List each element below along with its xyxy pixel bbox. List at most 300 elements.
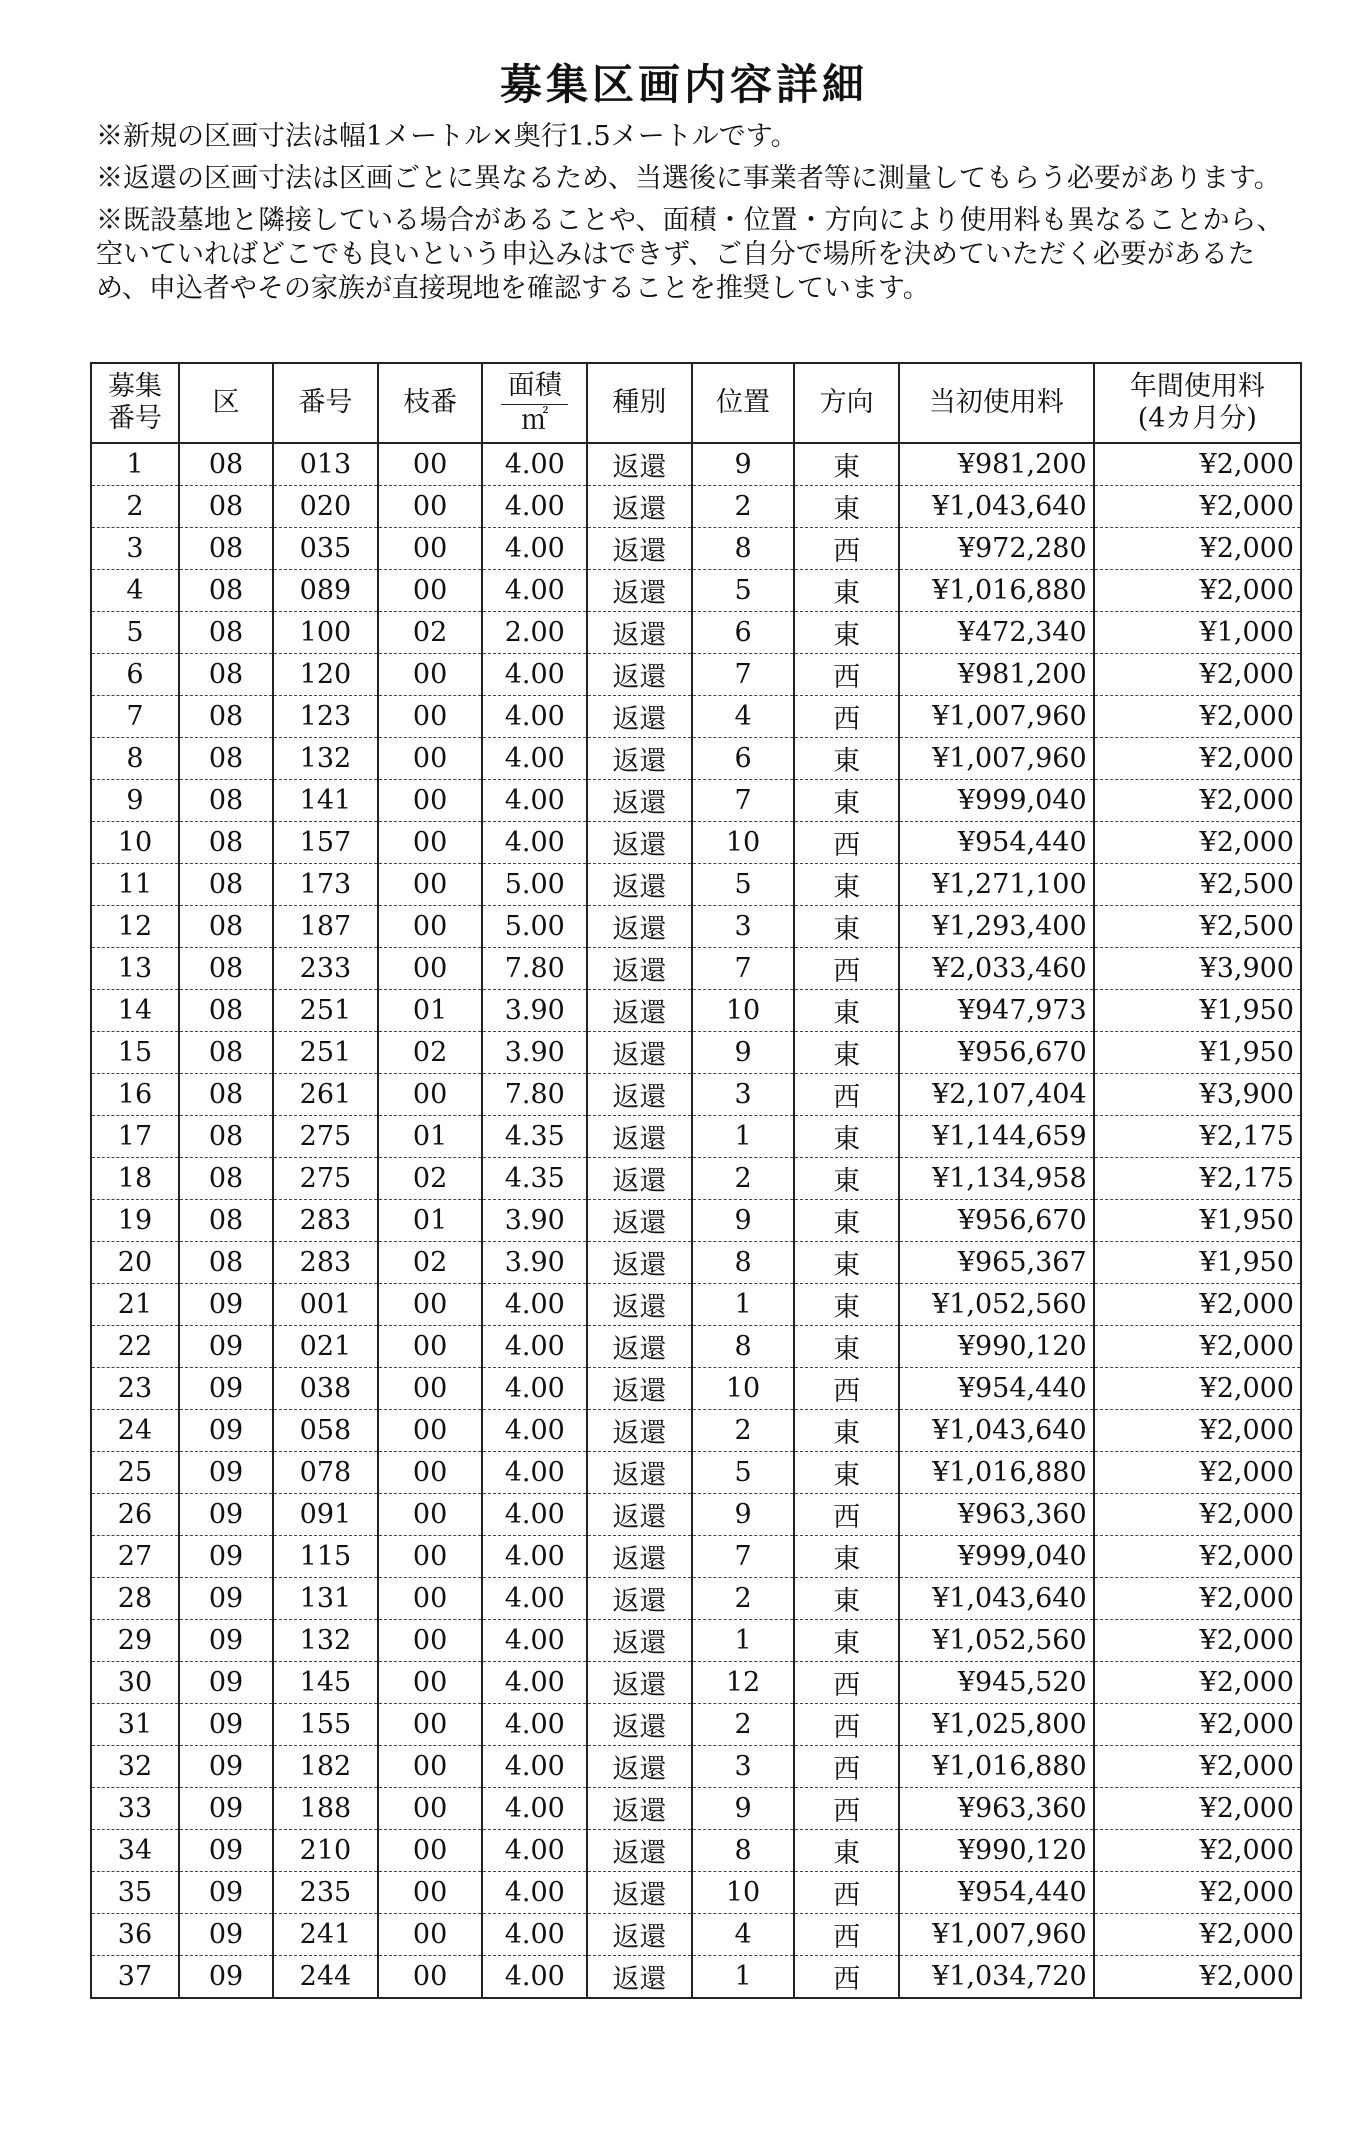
cell-position: 2 [692,1578,795,1620]
cell-recruit-number: 10 [91,822,179,864]
cell-annual-fee: ¥2,000 [1094,1662,1301,1704]
cell-direction: 西 [794,654,899,696]
table-row [91,654,1301,696]
table-row [91,1956,1301,1999]
cell-initial-fee: ¥945,520 [899,1662,1094,1704]
table-row [91,486,1301,528]
cell-annual-fee: ¥1,950 [1094,1200,1301,1242]
table-row [91,1074,1301,1116]
cell-type: 返還 [587,906,692,948]
table-row [91,1872,1301,1914]
cell-recruit-number: 24 [91,1410,179,1452]
cell-recruit-number: 29 [91,1620,179,1662]
cell-branch: 02 [378,1158,483,1200]
cell-area: 4.00 [482,1704,587,1746]
cell-type: 返還 [587,1032,692,1074]
cell-annual-fee: ¥3,900 [1094,1074,1301,1116]
table-row [91,948,1301,990]
cell-position: 10 [692,1368,795,1410]
cell-area: 4.00 [482,1326,587,1368]
cell-initial-fee: ¥947,973 [899,990,1094,1032]
cell-branch: 00 [378,1074,483,1116]
cell-ward: 09 [179,1368,273,1410]
cell-annual-fee: ¥2,000 [1094,1704,1301,1746]
cell-annual-fee: ¥2,000 [1094,1536,1301,1578]
cell-ward: 08 [179,990,273,1032]
cell-number: 115 [273,1536,378,1578]
cell-initial-fee: ¥1,134,958 [899,1158,1094,1200]
cell-direction: 東 [794,1200,899,1242]
table-row [91,1788,1301,1830]
cell-type: 返還 [587,822,692,864]
cell-initial-fee: ¥1,043,640 [899,486,1094,528]
cell-area: 3.90 [482,1032,587,1074]
cell-annual-fee: ¥2,000 [1094,1494,1301,1536]
cell-initial-fee: ¥1,007,960 [899,1914,1094,1956]
cell-position: 9 [692,443,795,486]
cell-ward: 09 [179,1578,273,1620]
table-row [91,1242,1301,1284]
cell-recruit-number: 30 [91,1662,179,1704]
header-number: 番号 [273,363,378,443]
cell-direction: 東 [794,1032,899,1074]
cell-area: 4.00 [482,1578,587,1620]
cell-initial-fee: ¥954,440 [899,822,1094,864]
cell-direction: 東 [794,1284,899,1326]
cell-position: 3 [692,906,795,948]
table-row [91,696,1301,738]
cell-number: 132 [273,1620,378,1662]
cell-ward: 08 [179,1158,273,1200]
header-recruit-number: 募集 番号 [91,363,179,443]
cell-type: 返還 [587,570,692,612]
cell-direction: 西 [794,1872,899,1914]
cell-position: 9 [692,1788,795,1830]
cell-area: 4.00 [482,696,587,738]
cell-initial-fee: ¥1,034,720 [899,1956,1094,1999]
cell-initial-fee: ¥1,007,960 [899,738,1094,780]
cell-direction: 東 [794,1116,899,1158]
cell-annual-fee: ¥2,000 [1094,1368,1301,1410]
cell-recruit-number: 15 [91,1032,179,1074]
cell-recruit-number: 36 [91,1914,179,1956]
cell-direction: 東 [794,906,899,948]
cell-branch: 00 [378,1704,483,1746]
cell-area: 4.35 [482,1116,587,1158]
cell-area: 4.00 [482,1830,587,1872]
cell-direction: 東 [794,864,899,906]
cell-number: 241 [273,1914,378,1956]
cell-annual-fee: ¥2,000 [1094,486,1301,528]
cell-branch: 00 [378,1662,483,1704]
cell-type: 返還 [587,780,692,822]
cell-branch: 00 [378,1872,483,1914]
table-row [91,1452,1301,1494]
cell-branch: 02 [378,1032,483,1074]
cell-area: 5.00 [482,864,587,906]
cell-number: 283 [273,1200,378,1242]
cell-direction: 東 [794,990,899,1032]
cell-position: 2 [692,1704,795,1746]
cell-branch: 00 [378,780,483,822]
cell-number: 235 [273,1872,378,1914]
cell-number: 261 [273,1074,378,1116]
cell-branch: 00 [378,1494,483,1536]
cell-ward: 09 [179,1872,273,1914]
cell-annual-fee: ¥2,500 [1094,906,1301,948]
cell-position: 9 [692,1200,795,1242]
cell-area: 4.00 [482,654,587,696]
cell-position: 9 [692,1494,795,1536]
cell-type: 返還 [587,654,692,696]
cell-area: 4.00 [482,1536,587,1578]
cell-annual-fee: ¥2,000 [1094,696,1301,738]
cell-annual-fee: ¥2,175 [1094,1116,1301,1158]
cell-type: 返還 [587,948,692,990]
cell-recruit-number: 31 [91,1704,179,1746]
cell-ward: 09 [179,1284,273,1326]
cell-area: 4.00 [482,1368,587,1410]
cell-branch: 00 [378,1620,483,1662]
cell-ward: 08 [179,654,273,696]
cell-position: 8 [692,1830,795,1872]
header-branch: 枝番 [378,363,483,443]
table-row [91,1200,1301,1242]
cell-type: 返還 [587,1494,692,1536]
cell-type: 返還 [587,1662,692,1704]
cell-branch: 00 [378,528,483,570]
cell-direction: 西 [794,528,899,570]
cell-branch: 00 [378,948,483,990]
cell-recruit-number: 8 [91,738,179,780]
cell-number: 251 [273,990,378,1032]
cell-position: 4 [692,1914,795,1956]
cell-branch: 02 [378,612,483,654]
cell-branch: 00 [378,1326,483,1368]
cell-initial-fee: ¥1,043,640 [899,1410,1094,1452]
cell-recruit-number: 17 [91,1116,179,1158]
cell-number: 251 [273,1032,378,1074]
cell-type: 返還 [587,1410,692,1452]
cell-initial-fee: ¥956,670 [899,1032,1094,1074]
cell-number: 233 [273,948,378,990]
cell-branch: 00 [378,696,483,738]
cell-type: 返還 [587,1956,692,1999]
cell-number: 020 [273,486,378,528]
cell-recruit-number: 33 [91,1788,179,1830]
header-initial-fee: 当初使用料 [899,363,1094,443]
header-position: 位置 [692,363,795,443]
cell-ward: 09 [179,1662,273,1704]
cell-recruit-number: 34 [91,1830,179,1872]
cell-direction: 東 [794,1158,899,1200]
cell-branch: 00 [378,654,483,696]
cell-direction: 東 [794,486,899,528]
cell-area: 4.00 [482,1746,587,1788]
cell-area: 4.00 [482,780,587,822]
cell-initial-fee: ¥1,016,880 [899,570,1094,612]
cell-area: 4.00 [482,570,587,612]
cell-annual-fee: ¥2,000 [1094,1746,1301,1788]
cell-annual-fee: ¥2,000 [1094,1578,1301,1620]
cell-position: 1 [692,1620,795,1662]
cell-branch: 02 [378,1242,483,1284]
cell-branch: 00 [378,822,483,864]
cell-area: 4.00 [482,1914,587,1956]
cell-position: 10 [692,822,795,864]
cell-ward: 09 [179,1536,273,1578]
note-returned-plot-size: ※返還の区画寸法は区画ごとに異なるため、当選後に事業者等に測量してもらう必要があります。 [96,163,1281,194]
cell-recruit-number: 21 [91,1284,179,1326]
cell-direction: 東 [794,1410,899,1452]
table-row [91,1158,1301,1200]
cell-area: 4.00 [482,1956,587,1999]
cell-position: 6 [692,738,795,780]
cell-position: 5 [692,570,795,612]
cell-recruit-number: 23 [91,1368,179,1410]
cell-number: 145 [273,1662,378,1704]
table-row [91,1032,1301,1074]
cell-initial-fee: ¥2,107,404 [899,1074,1094,1116]
cell-number: 173 [273,864,378,906]
cell-recruit-number: 5 [91,612,179,654]
cell-ward: 09 [179,1494,273,1536]
cell-recruit-number: 3 [91,528,179,570]
table-row [91,780,1301,822]
cell-type: 返還 [587,1158,692,1200]
table-row [91,1284,1301,1326]
cell-area: 4.00 [482,738,587,780]
cell-recruit-number: 25 [91,1452,179,1494]
cell-number: 021 [273,1326,378,1368]
cell-number: 001 [273,1284,378,1326]
cell-area: 4.35 [482,1158,587,1200]
cell-branch: 00 [378,1536,483,1578]
cell-recruit-number: 18 [91,1158,179,1200]
cell-initial-fee: ¥990,120 [899,1830,1094,1872]
cell-number: 141 [273,780,378,822]
cell-recruit-number: 37 [91,1956,179,1999]
cell-initial-fee: ¥956,670 [899,1200,1094,1242]
cell-area: 3.90 [482,1242,587,1284]
cell-annual-fee: ¥2,000 [1094,1452,1301,1494]
cell-annual-fee: ¥2,000 [1094,1284,1301,1326]
table-row [91,1830,1301,1872]
cell-area: 4.00 [482,528,587,570]
cell-annual-fee: ¥2,000 [1094,1956,1301,1999]
cell-direction: 西 [794,1074,899,1116]
cell-recruit-number: 2 [91,486,179,528]
cell-type: 返還 [587,1620,692,1662]
cell-type: 返還 [587,1452,692,1494]
cell-position: 2 [692,486,795,528]
cell-number: 120 [273,654,378,696]
cell-type: 返還 [587,696,692,738]
cell-ward: 09 [179,1410,273,1452]
cell-ward: 08 [179,612,273,654]
cell-initial-fee: ¥1,007,960 [899,696,1094,738]
cell-recruit-number: 4 [91,570,179,612]
cell-area: 4.00 [482,1284,587,1326]
cell-branch: 00 [378,1914,483,1956]
cell-type: 返還 [587,1368,692,1410]
cell-recruit-number: 7 [91,696,179,738]
cell-type: 返還 [587,1284,692,1326]
cell-direction: 西 [794,696,899,738]
header-direction: 方向 [794,363,899,443]
table-header-row [91,363,1301,443]
cell-position: 7 [692,654,795,696]
cell-position: 7 [692,1536,795,1578]
cell-type: 返還 [587,1536,692,1578]
cell-direction: 東 [794,738,899,780]
cell-direction: 西 [794,822,899,864]
cell-branch: 00 [378,1788,483,1830]
cell-type: 返還 [587,1326,692,1368]
table-row [91,1704,1301,1746]
page-title: 募集区画内容詳細 [499,60,868,109]
cell-area: 4.00 [482,822,587,864]
table-row [91,990,1301,1032]
cell-annual-fee: ¥2,500 [1094,864,1301,906]
cell-area: 4.00 [482,443,587,486]
cell-recruit-number: 13 [91,948,179,990]
cell-area: 3.90 [482,1200,587,1242]
plots-table [90,362,1302,1999]
cell-position: 2 [692,1158,795,1200]
cell-direction: 西 [794,1368,899,1410]
cell-area: 7.80 [482,948,587,990]
table-row [91,1410,1301,1452]
cell-branch: 00 [378,1746,483,1788]
cell-recruit-number: 11 [91,864,179,906]
cell-recruit-number: 14 [91,990,179,1032]
cell-direction: 東 [794,1578,899,1620]
table-row [91,1368,1301,1410]
cell-initial-fee: ¥954,440 [899,1872,1094,1914]
cell-number: 275 [273,1158,378,1200]
table-row [91,1536,1301,1578]
cell-number: 038 [273,1368,378,1410]
cell-type: 返還 [587,1116,692,1158]
cell-position: 10 [692,990,795,1032]
cell-recruit-number: 28 [91,1578,179,1620]
cell-direction: 東 [794,1620,899,1662]
table-body [91,443,1301,1998]
cell-ward: 08 [179,738,273,780]
cell-initial-fee: ¥1,016,880 [899,1746,1094,1788]
cell-annual-fee: ¥2,000 [1094,1872,1301,1914]
cell-position: 8 [692,1326,795,1368]
cell-position: 8 [692,528,795,570]
cell-annual-fee: ¥2,000 [1094,570,1301,612]
cell-direction: 西 [794,1662,899,1704]
cell-annual-fee: ¥2,000 [1094,1326,1301,1368]
header-area: 面積 ㎡ [482,363,587,443]
cell-ward: 09 [179,1746,273,1788]
notes [96,120,1306,314]
cell-direction: 西 [794,1914,899,1956]
cell-area: 5.00 [482,906,587,948]
cell-type: 返還 [587,738,692,780]
cell-initial-fee: ¥1,043,640 [899,1578,1094,1620]
cell-type: 返還 [587,1788,692,1830]
cell-type: 返還 [587,990,692,1032]
cell-type: 返還 [587,486,692,528]
cell-number: 058 [273,1410,378,1452]
cell-direction: 西 [794,948,899,990]
table-row [91,822,1301,864]
cell-branch: 00 [378,864,483,906]
cell-position: 1 [692,1284,795,1326]
cell-recruit-number: 19 [91,1200,179,1242]
cell-initial-fee: ¥472,340 [899,612,1094,654]
cell-initial-fee: ¥981,200 [899,443,1094,486]
cell-annual-fee: ¥2,000 [1094,1620,1301,1662]
cell-number: 013 [273,443,378,486]
cell-position: 3 [692,1746,795,1788]
cell-branch: 00 [378,486,483,528]
cell-ward: 08 [179,1116,273,1158]
cell-recruit-number: 1 [91,443,179,486]
cell-branch: 00 [378,1452,483,1494]
cell-position: 6 [692,612,795,654]
cell-position: 8 [692,1242,795,1284]
cell-number: 155 [273,1704,378,1746]
cell-annual-fee: ¥1,000 [1094,612,1301,654]
cell-number: 187 [273,906,378,948]
note-new-plot-size: ※新規の区画寸法は幅1メートル×奥行1.5メートルです。 [96,121,798,152]
cell-initial-fee: ¥963,360 [899,1494,1094,1536]
header-type: 種別 [587,363,692,443]
header-annual-fee: 年間使用料 (4カ月分) [1094,363,1301,443]
cell-ward: 09 [179,1788,273,1830]
cell-annual-fee: ¥1,950 [1094,990,1301,1032]
cell-branch: 00 [378,738,483,780]
cell-ward: 08 [179,1242,273,1284]
cell-direction: 東 [794,1242,899,1284]
cell-recruit-number: 16 [91,1074,179,1116]
table-row [91,1326,1301,1368]
cell-recruit-number: 35 [91,1872,179,1914]
cell-direction: 東 [794,780,899,822]
cell-number: 078 [273,1452,378,1494]
cell-area: 3.90 [482,990,587,1032]
cell-number: 210 [273,1830,378,1872]
cell-position: 1 [692,1956,795,1999]
cell-annual-fee: ¥2,000 [1094,1788,1301,1830]
cell-ward: 08 [179,780,273,822]
table-row [91,906,1301,948]
cell-position: 1 [692,1116,795,1158]
cell-direction: 東 [794,1536,899,1578]
cell-ward: 08 [179,486,273,528]
cell-ward: 09 [179,1326,273,1368]
table-row [91,528,1301,570]
cell-area: 7.80 [482,1074,587,1116]
cell-initial-fee: ¥990,120 [899,1326,1094,1368]
cell-position: 2 [692,1410,795,1452]
table-row [91,738,1301,780]
cell-annual-fee: ¥3,900 [1094,948,1301,990]
cell-number: 089 [273,570,378,612]
cell-number: 182 [273,1746,378,1788]
cell-annual-fee: ¥2,000 [1094,780,1301,822]
cell-branch: 00 [378,1578,483,1620]
table-row [91,1746,1301,1788]
cell-area: 4.00 [482,1662,587,1704]
cell-initial-fee: ¥1,052,560 [899,1620,1094,1662]
